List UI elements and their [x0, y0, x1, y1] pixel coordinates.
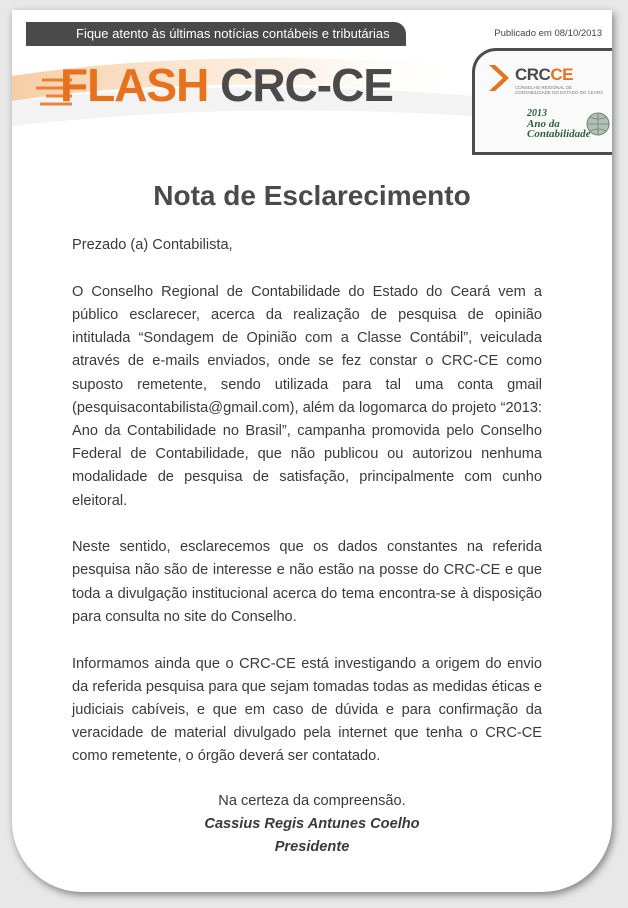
logo-text-ce: CE [550, 65, 573, 84]
signer-title: Presidente [274, 839, 350, 855]
published-date: Publicado em 08/10/2013 [494, 28, 602, 39]
salutation: Prezado (a) Contabilista, [72, 237, 233, 253]
paragraph-2: Neste sentido, esclarecemos que os dados constantes na referida pesquisa não são de interesse e não estão na posse do CRC-CE e que toda a divulgação institucional acerca do tema encontra-se à disposição para consulta no site do Conselho. [72, 539, 542, 625]
newsletter-title [60, 58, 393, 112]
logo-subtitle: CONSELHO REGIONAL DE CONTABILIDADE DO ESTADO DO CEARÁ [515, 85, 604, 95]
globe-icon [585, 111, 611, 137]
closing-block [12, 790, 612, 859]
badge-line1: Ano da [527, 118, 560, 130]
crcce-logo [515, 65, 573, 85]
paragraph-3: Informamos ainda que o CRC-CE está investigando a origem do envio da referida pesquisa para que sejam tomadas todas as medidas éticas e judiciais cabíveis, e que em caso de dúvida e para confirmação da veracidade de material divulgado pela internet que tenha o CRC-CE como remetente, o órgão deverá ser contatado. [72, 655, 542, 765]
ano-contabilidade-badge [527, 109, 591, 139]
document-heading: Nota de Esclarecimento [153, 180, 471, 211]
signer-name: Cassius Regis Antunes Coelho [204, 816, 420, 832]
logo-panel [472, 48, 612, 155]
crcce-chevron-icon [487, 63, 511, 93]
newsletter-page [12, 10, 612, 892]
closing-line: Na certeza da compreensão. [218, 793, 406, 809]
badge-line2: Contabilidade [527, 128, 591, 140]
badge-year: 2013 [527, 108, 547, 119]
paragraph-1: O Conselho Regional de Contabilidade do Estado do Ceará vem a público esclarecer, acerca da realização de pesquisa de opinião intitulada “Sondagem de Opinião com a Classe Contábil”, veiculada através de e-mails enviados, onde se fez constar o CRC-CE como suposto remetente, sendo utilizada para tal uma conta gmail (pesquisacontabilista@gmail.com), além da logomarca do projeto “2013: Ano da Contabilidade no Brasil”, campanha promovida pelo Conselho Federal de Contabilidade, que não publicou ou autorizou nenhuma modalidade de pesquisa de satisfação, principalmente com cunho eleitoral. [72, 283, 542, 509]
logo-text-crc: CRC [515, 65, 551, 84]
document-body [72, 234, 542, 792]
title-crcce: CRC-CE [220, 59, 393, 111]
title-flash: FLASH [60, 59, 209, 111]
tagline-bar: Fique atento às últimas notícias contábeis e tributárias [26, 22, 406, 46]
